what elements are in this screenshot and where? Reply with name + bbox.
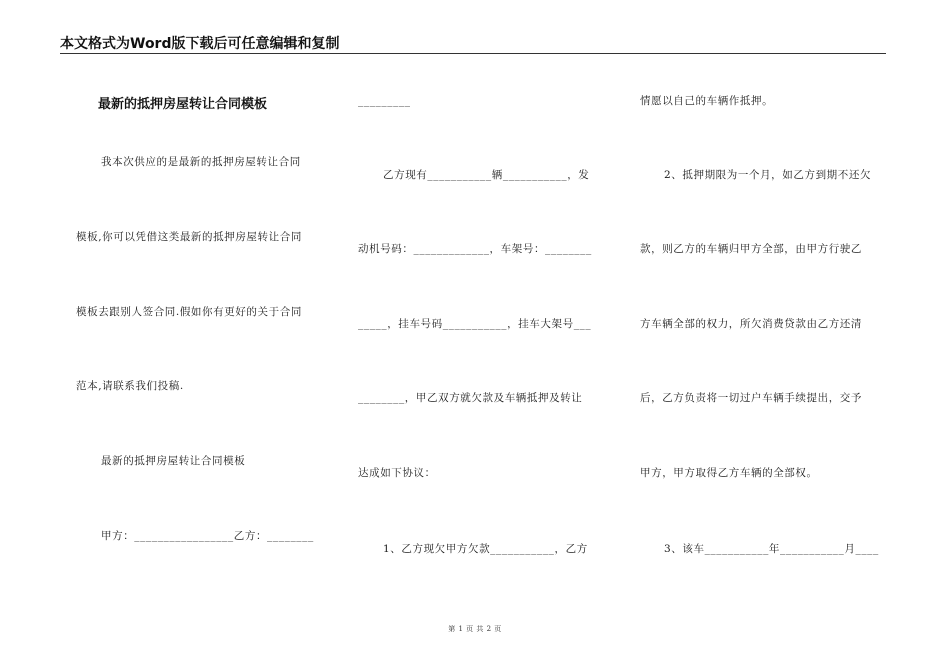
text-line: 动机号码：_____________，车架号：________ [358,243,592,255]
text-line: 甲方：_________________乙方：________ [101,530,314,542]
text-line: 甲方，甲方取得乙方车辆的全部权。 [640,467,818,479]
text-line: 范本,请联系我们投稿. [76,380,184,392]
text-line: 后，乙方负责将一切过户车辆手续提出，交予 [640,392,862,404]
text-line: 1、乙方现欠甲方欠款___________，乙方 [383,543,588,555]
text-line: 2、抵押期限为一个月，如乙方到期不还欠 [664,169,872,181]
text-line: 达成如下协议： [358,467,436,479]
document-header: 本文格式为Word版下载后可任意编辑和复制 [60,36,340,52]
page-number: 第 1 页 共 2 页 [448,625,502,633]
text-line: 模板,你可以凭借这类最新的抵押房屋转让合同 [76,231,302,243]
document-title: 最新的抵押房屋转让合同模板 [98,97,268,112]
text-line: 情愿以自己的车辆作抵押。 [640,95,774,107]
header-divider [60,53,886,54]
text-line: 款，则乙方的车辆归甲方全部，由甲方行驶乙 [640,243,862,255]
text-line: 乙方现有___________辆___________，发 [383,169,590,181]
text-line: 3、该车___________年___________月____ [664,543,879,555]
text-line: _________ [358,95,411,107]
text-line: 最新的抵押房屋转让合同模板 [101,455,246,467]
text-line: _____，挂车号码___________，挂车大架号___ [358,318,592,330]
text-line: ________，甲乙双方就欠款及车辆抵押及转让 [358,392,583,404]
text-line: 我本次供应的是最新的抵押房屋转让合同 [101,156,301,168]
text-line: 方车辆全部的权力，所欠消费贷款由乙方还清 [640,318,862,330]
text-line: 模板去跟别人签合同.假如你有更好的关于合同 [76,306,302,318]
